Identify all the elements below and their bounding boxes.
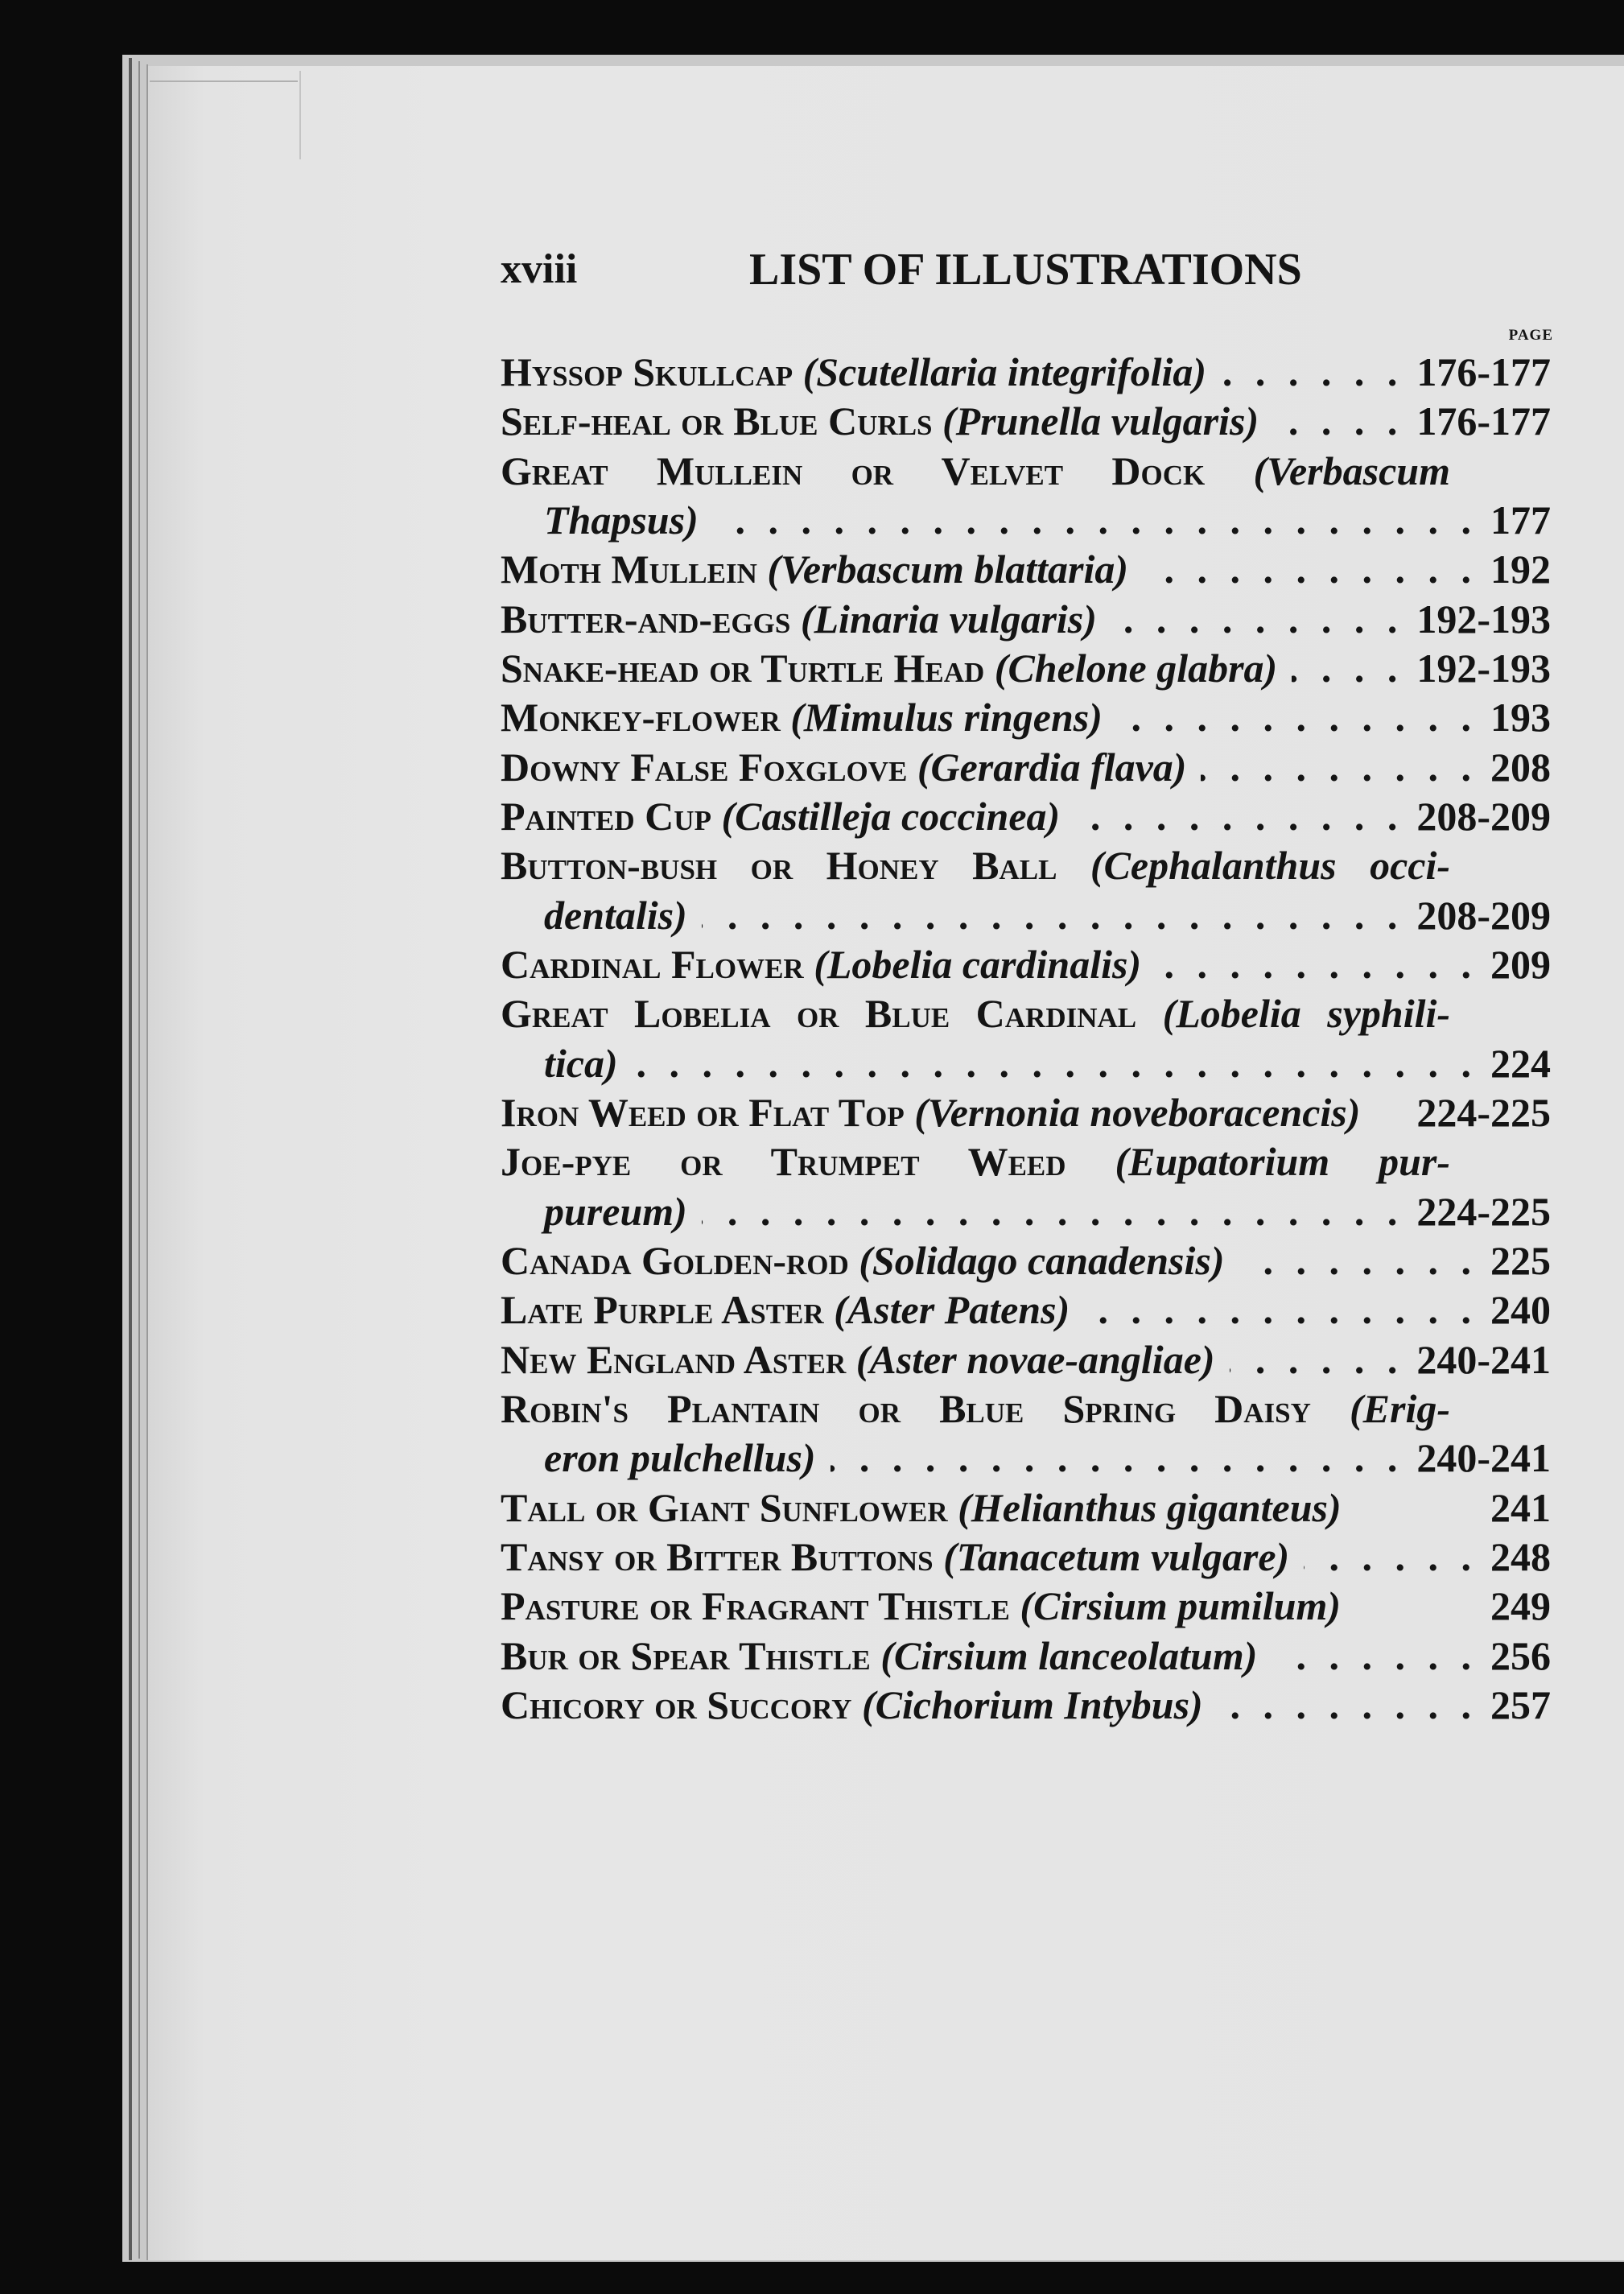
illustration-entry — [501, 841, 1450, 890]
illustration-entry — [501, 397, 1551, 446]
entry-title — [501, 792, 1060, 841]
page-numeral: xviii — [501, 246, 578, 292]
common-name: Tansy or Bitter Buttons — [501, 1533, 934, 1579]
scientific-name: (Prunella vulgaris) — [942, 398, 1259, 444]
page-number: 240-241 — [1416, 1435, 1551, 1481]
entry-title — [501, 743, 1186, 792]
scientific-name: (Gerardia flava) — [917, 744, 1187, 790]
page-number: 192 — [1490, 547, 1551, 592]
scientific-name: (Helianthus giganteus) — [958, 1484, 1342, 1530]
scientific-name-continued: pureum) — [544, 1188, 687, 1234]
scientific-name-continued: dentalis) — [544, 892, 687, 938]
entry-title — [544, 1434, 816, 1483]
illustration-entry — [501, 348, 1551, 397]
entry-title — [544, 1039, 618, 1088]
scientific-name: (Cirsium pumilum) — [1020, 1583, 1342, 1629]
page-number: 240-241 — [1416, 1336, 1551, 1382]
dot-leader — [1074, 792, 1403, 841]
illustration-entry — [501, 1285, 1551, 1335]
common-name: Canada Golden-rod — [501, 1237, 849, 1283]
scientific-name: (Verbascum — [1253, 448, 1450, 493]
entry-title — [501, 1483, 1342, 1533]
illustration-entry — [501, 1236, 1551, 1285]
common-name: Painted Cup — [501, 793, 711, 839]
entry-title — [501, 545, 1128, 594]
page-number: 176-177 — [1416, 349, 1551, 394]
illustration-entry — [501, 1632, 1551, 1681]
dot-leader — [633, 1039, 1478, 1088]
common-name: New England Aster — [501, 1336, 847, 1382]
entry-continuation — [501, 1039, 1551, 1088]
illustration-entry — [501, 545, 1551, 594]
page-edge — [129, 58, 132, 2260]
entry-title — [501, 1236, 1224, 1285]
common-name: Monkey-flower — [501, 695, 781, 741]
scientific-name: (Solidago canadensis) — [859, 1237, 1225, 1283]
dot-leader — [831, 1434, 1404, 1483]
scientific-name: (Eupatorium pur- — [1115, 1139, 1450, 1185]
page-number: 224 — [1490, 1040, 1551, 1086]
page-number: 177 — [1490, 497, 1551, 543]
entry-title — [501, 397, 1259, 446]
page-edge — [138, 61, 140, 2259]
running-header — [501, 244, 1386, 295]
page-number: 224-225 — [1416, 1089, 1551, 1135]
entry-title — [501, 940, 1141, 989]
entry-title — [501, 595, 1097, 644]
scientific-name: (Cirsium lanceolatum) — [880, 1632, 1258, 1678]
scientific-name-continued: eron pulchellus) — [544, 1435, 816, 1481]
dot-leader — [1304, 1533, 1478, 1582]
dot-leader — [1239, 1236, 1478, 1285]
page-number: 225 — [1490, 1237, 1551, 1283]
page-title: LIST OF ILLUSTRATIONS — [749, 245, 1302, 295]
scientific-name: (Cephalanthus occi- — [1090, 843, 1450, 889]
entry-continuation — [501, 1187, 1551, 1236]
common-name: Bur or Spear Thistle — [501, 1632, 871, 1678]
illustration-entry — [501, 1483, 1551, 1533]
common-name: Snake-head or Turtle Head — [501, 645, 985, 691]
illustration-entry — [501, 1582, 1551, 1631]
illustration-entry — [501, 693, 1551, 742]
scientific-name: (Linaria vulgaris) — [800, 596, 1097, 642]
entry-title — [544, 496, 699, 545]
page-number: 208-209 — [1416, 793, 1551, 839]
common-name: Great Lobelia or Blue Cardinal — [501, 991, 1137, 1037]
entry-continuation — [501, 1434, 1551, 1483]
scientific-name: (Lobelia cardinalis) — [814, 941, 1142, 987]
entry-title — [501, 1681, 1203, 1730]
illustration-entry — [501, 940, 1551, 989]
common-name: Cardinal Flower — [501, 941, 804, 987]
page-number: 192-193 — [1416, 645, 1551, 691]
page-number: 192-193 — [1416, 596, 1551, 642]
illustration-entry — [501, 595, 1551, 644]
scientific-name: (Chelone glabra) — [994, 645, 1278, 691]
entry-title — [501, 1088, 1360, 1137]
scientific-name: (Aster Patens) — [834, 1287, 1070, 1333]
illustration-entry — [501, 1335, 1551, 1384]
common-name: Tall or Giant Sunflower — [501, 1484, 948, 1530]
page-number: 208-209 — [1416, 892, 1551, 938]
dot-leader — [1201, 743, 1478, 792]
common-name: Button-bush or Honey Ball — [501, 843, 1057, 889]
scientific-name: (Mimulus ringens) — [790, 695, 1103, 741]
illustration-entry — [501, 743, 1551, 792]
entry-title — [544, 1187, 687, 1236]
page-number: 249 — [1490, 1583, 1551, 1629]
page-number: 224-225 — [1416, 1188, 1551, 1234]
page-edge — [150, 80, 298, 82]
illustration-entry — [501, 644, 1551, 693]
illustration-entry — [501, 1384, 1450, 1434]
entry-title — [501, 1285, 1070, 1335]
dot-leader — [713, 496, 1478, 545]
common-name: Chicory or Succory — [501, 1681, 852, 1727]
page-number: 208 — [1490, 744, 1551, 790]
illustration-list — [501, 348, 1551, 1730]
entry-title — [501, 1582, 1341, 1631]
entry-title — [544, 891, 687, 940]
common-name: Moth Mullein — [501, 547, 757, 592]
common-name: Downy False Foxglove — [501, 744, 908, 790]
page-column-label: PAGE — [1508, 327, 1553, 344]
illustration-entry — [501, 989, 1450, 1038]
dot-leader — [1273, 397, 1403, 446]
common-name: Hyssop Skullcap — [501, 349, 793, 394]
entry-title — [501, 1335, 1215, 1384]
dot-leader — [1230, 1335, 1404, 1384]
scientific-name-continued: tica) — [544, 1040, 618, 1086]
common-name: Iron Weed or Flat Top — [501, 1089, 905, 1135]
entry-continuation — [501, 496, 1551, 545]
page-number: 248 — [1490, 1533, 1551, 1579]
illustration-entry — [501, 447, 1450, 496]
common-name: Pasture or Fragrant Thistle — [501, 1583, 1010, 1629]
dot-leader — [1156, 940, 1478, 989]
scientific-name: (Erig- — [1350, 1385, 1450, 1431]
page-number: 240 — [1490, 1287, 1551, 1333]
dot-leader — [1111, 595, 1403, 644]
common-name: Robin's Plantain or Blue Spring Daisy — [501, 1385, 1311, 1431]
common-name: Great Mullein or Velvet Dock — [501, 448, 1206, 493]
common-name: Late Purple Aster — [501, 1287, 824, 1333]
dot-leader — [1292, 644, 1403, 693]
common-name: Butter-and-eggs — [501, 596, 791, 642]
dot-leader — [702, 891, 1404, 940]
common-name: Joe-pye or Trumpet Weed — [501, 1139, 1066, 1185]
scientific-name: (Scutellaria integrifolia) — [802, 349, 1207, 394]
scientific-name: (Lobelia syphili- — [1162, 991, 1450, 1037]
entry-title — [501, 644, 1277, 693]
illustration-entry — [501, 792, 1551, 841]
scientific-name-continued: Thapsus) — [544, 497, 699, 543]
illustration-entry — [501, 1137, 1450, 1186]
page-number: 209 — [1490, 941, 1551, 987]
page-number: 193 — [1490, 695, 1551, 741]
common-name: Self-heal or Blue Curls — [501, 398, 933, 444]
scientific-name: (Aster novae-angliae) — [855, 1336, 1215, 1382]
entry-title — [501, 348, 1206, 397]
dot-leader — [702, 1187, 1404, 1236]
dot-leader — [1117, 693, 1478, 742]
dot-leader — [1143, 545, 1478, 594]
scientific-name: (Castilleja coccinea) — [721, 793, 1061, 839]
scientific-name: (Verbascum blattaria) — [767, 547, 1129, 592]
illustration-entry — [501, 1533, 1551, 1582]
illustration-entry — [501, 1088, 1551, 1137]
page-number: 176-177 — [1416, 398, 1551, 444]
scientific-name: (Vernonia noveboracencis) — [914, 1089, 1361, 1135]
entry-title — [501, 1632, 1257, 1681]
dot-leader — [1221, 348, 1403, 397]
scientific-name: (Cichorium Intybus) — [861, 1681, 1203, 1727]
dot-leader — [1218, 1681, 1478, 1730]
entry-continuation — [501, 891, 1551, 940]
entry-title — [501, 1533, 1289, 1582]
page-edge — [299, 71, 301, 159]
page-number: 256 — [1490, 1632, 1551, 1678]
dot-leader — [1084, 1285, 1478, 1335]
scientific-name: (Tanacetum vulgare) — [943, 1533, 1290, 1579]
page-number: 241 — [1490, 1484, 1551, 1530]
entry-title — [501, 693, 1103, 742]
dot-leader — [1272, 1632, 1478, 1681]
illustration-entry — [501, 1681, 1551, 1730]
page-number: 257 — [1490, 1681, 1551, 1727]
